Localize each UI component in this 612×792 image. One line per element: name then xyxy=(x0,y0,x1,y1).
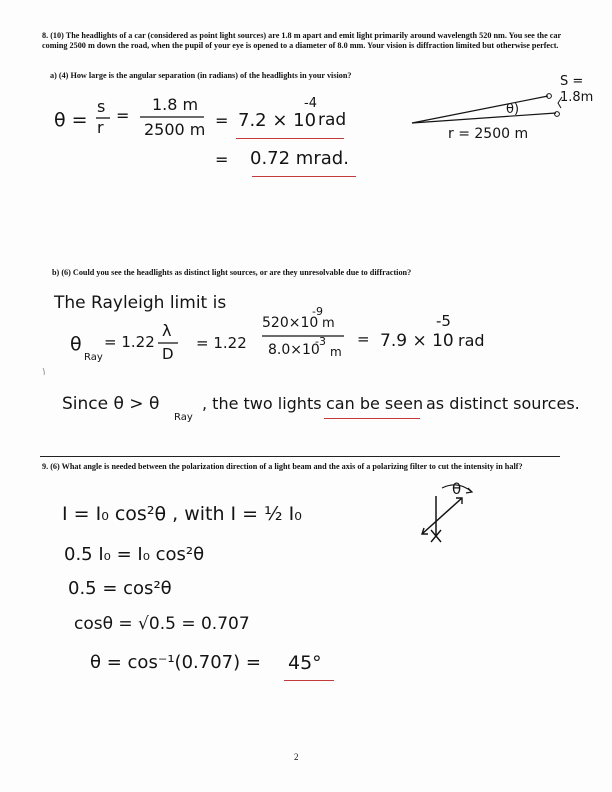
result-1-exponent: -4 xyxy=(304,96,317,111)
rayleigh-result: 7.9 × 10 xyxy=(380,331,454,351)
lambda: λ xyxy=(162,321,172,340)
polarization-line-5a: θ = cos⁻¹(0.707) = xyxy=(90,652,261,673)
conclusion-sub: Ray xyxy=(174,412,193,423)
equals-sign: = xyxy=(116,106,130,125)
theta-ray: θ xyxy=(70,333,82,355)
diagram-s-label: S = xyxy=(560,74,584,89)
rayleigh-result-unit: rad xyxy=(458,331,485,350)
theta-ray-sub: Ray xyxy=(84,352,103,363)
diagram-theta: θ) xyxy=(506,102,520,117)
equals-sign-2: = xyxy=(215,111,229,130)
polarization-line-3: 0.5 = cos²θ xyxy=(68,578,172,599)
polarizer-diagram xyxy=(422,485,472,542)
rayleigh-intro: The Rayleigh limit is xyxy=(54,293,227,313)
theta-equals: θ = xyxy=(54,109,88,131)
conclusion-d: as distinct sources. xyxy=(426,394,580,413)
problem-9-statement: 9. (6) What angle is needed between the polarization direction of a light beam and the axis of a polarizing filter to cut the intensity in half? xyxy=(42,462,523,471)
part-b-question: b) (6) Could you see the headlights as distinct light sources, or are they unresolvable due to diffraction? xyxy=(52,268,412,277)
conclusion-b: , the two lights xyxy=(202,394,322,413)
polarization-answer: 45° xyxy=(288,652,322,674)
rayleigh-eq2: = 1.22 xyxy=(196,334,247,352)
diagram-s-value: 1.8m xyxy=(560,90,594,105)
rayleigh-num-unit: m xyxy=(322,316,335,331)
rayleigh-eq3: = xyxy=(357,330,370,348)
equals-sign-3: = xyxy=(215,150,229,169)
rayleigh-num-exp: -9 xyxy=(312,305,323,318)
rayleigh-den-exp: -3 xyxy=(315,335,326,348)
result-2: 0.72 mrad. xyxy=(250,148,349,169)
angle-diagram xyxy=(412,94,562,123)
rayleigh-result-exp: -5 xyxy=(436,312,451,330)
diagram-r-label: r = 2500 m xyxy=(448,126,529,142)
fraction-numerator: 1.8 m xyxy=(152,95,199,114)
problem-8-statement: 8. (10) The headlights of a car (considered as point light sources) are 1.8 m apart and emit light primarily around wavelength 520 nm. You see the car coming 2500 m down the road, when the pupil of your eye is opened to a diameter of 8.0 mm. Your vision is diffraction limited but otherwise perfect. xyxy=(42,31,561,50)
rayleigh-den: 8.0×10 xyxy=(268,342,320,358)
rayleigh-num: 520×10 xyxy=(262,315,319,331)
page-number: 2 xyxy=(294,752,299,762)
aperture-D: D xyxy=(162,345,174,363)
fraction-denominator: 2500 m xyxy=(144,120,206,139)
polarizer-theta: θ xyxy=(452,480,462,498)
s-over-r-den: r xyxy=(97,118,104,137)
conclusion-a: Since θ > θ xyxy=(62,394,160,414)
rayleigh-eq1: = 1.22 xyxy=(104,333,155,351)
result-1-unit: rad xyxy=(318,110,347,130)
polarization-line-2: 0.5 I₀ = I₀ cos²θ xyxy=(64,544,205,565)
s-over-r-num: s xyxy=(97,97,106,116)
part-a-question: a) (4) How large is the angular separation (in radians) of the headlights in your vision? xyxy=(50,71,352,80)
conclusion-c: can be seen xyxy=(326,394,424,413)
result-1: 7.2 × 10 xyxy=(238,110,317,131)
rayleigh-den-unit: m xyxy=(330,345,342,359)
polarization-line-4: cosθ = √0.5 = 0.707 xyxy=(74,614,250,634)
polarization-line-1: I = I₀ cos²θ , with I = ½ I₀ xyxy=(62,503,302,525)
